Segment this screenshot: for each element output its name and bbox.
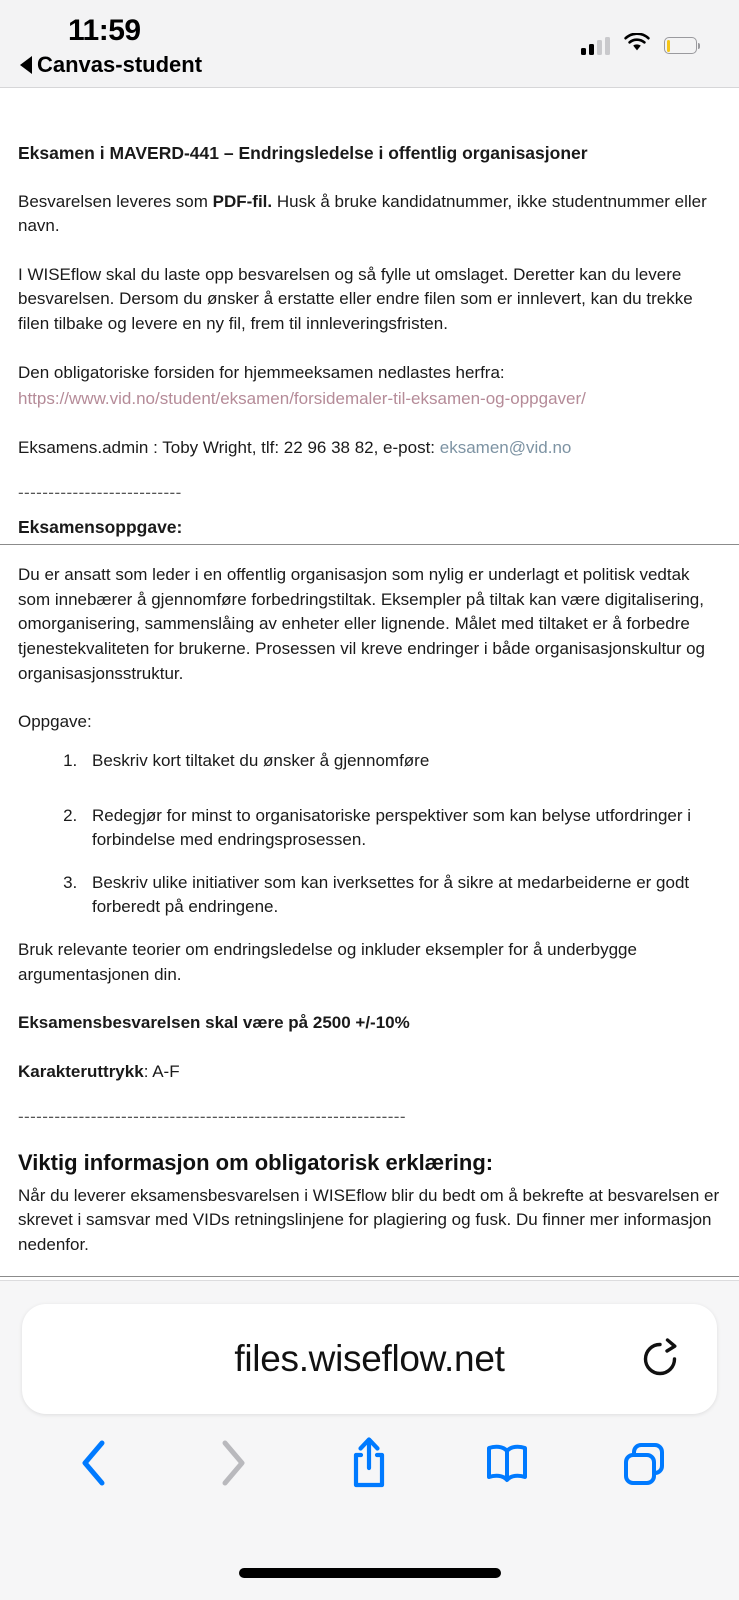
- status-bar-clock: 11:59: [68, 14, 141, 47]
- back-button[interactable]: [57, 1431, 133, 1495]
- pdf-emphasis: PDF-fil.: [212, 191, 273, 211]
- paragraph-case-description: Du er ansatt som leder i en offentlig organisasjon som nylig er underlagt et politisk vedtak som innebærer å gjennomføre forbedringstiltak. Eksempler på tiltak kan være digitalisering, omorganisering, sammenslåing av enheter eller lignende. Målet med tiltaket er å forbedre tjenestekvaliteten for brukerne. Prosessen vil kreve endringer i både organisasjonskultur og organisasjonsstruktur.: [18, 565, 705, 683]
- browser-chrome: [0, 1280, 739, 1600]
- page-title: Eksamen i MAVERD-441 – Endringsledelse i offentlig organisasjoner: [18, 143, 588, 163]
- paragraph-wiseflow-upload: I WISEflow skal du laste opp besvarelsen og så fylle ut omslaget. Deretter kan du levere besvarelsen. Dersom du ønsker å erstatte eller endre filen som er innlevert, kan du trekke filen tilbake og levere en ny fil, frem til innleveringsfristen.: [18, 264, 693, 334]
- home-indicator: [239, 1568, 501, 1578]
- list-item: 1. Beskriv kort tiltaket du ønsker å gjennomføre: [82, 749, 721, 804]
- back-to-app-link[interactable]: [20, 52, 202, 78]
- back-triangle-icon: [20, 56, 32, 74]
- submission-text-b: Husk å bruke kandidatnummer, ikke studentnummer eller navn.: [18, 191, 707, 236]
- address-bar[interactable]: [22, 1304, 717, 1414]
- paragraph-cover-page: Den obligatoriske forsiden for hjemmeeksamen nedlastes herfra:: [18, 362, 505, 382]
- share-icon: [345, 1433, 393, 1493]
- chevron-left-icon: [73, 1435, 117, 1491]
- cover-template-link[interactable]: https://www.vid.no/student/eksamen/forsidemaler-til-eksamen-og-oppgaver/: [18, 389, 586, 409]
- tabs-button[interactable]: [606, 1431, 682, 1495]
- status-bar: [0, 0, 739, 88]
- list-item: 3. Beskriv ulike initiativer som kan iverksettes for å sikre at medarbeiderne er godt forberedt på endringene.: [82, 871, 721, 920]
- paragraph-exam-admin: [18, 412, 721, 461]
- status-bar-indicators: [581, 33, 697, 58]
- document-content: [0, 89, 739, 1280]
- cover-page-link-row: [18, 385, 721, 412]
- rule-spacer: [18, 1258, 721, 1276]
- chevron-right-icon: [210, 1435, 254, 1491]
- exam-admin-email-link[interactable]: eksamen@vid.no: [439, 437, 572, 457]
- wifi-icon: [623, 33, 651, 58]
- wordcount-bold-text: Eksamensbesvarelsen skal være på 2500 +/-10%: [18, 1013, 410, 1033]
- paragraph-declaration-info: Når du leverer eksamensbesvarelsen i WISEflow blir du bedt om å bekrefte at besvarelsen er skrevet i samsvar med VIDs retningslinjene for plagiering og fusk. Du finner mer informasjon nedenfor.: [18, 1185, 720, 1254]
- task-list: [18, 735, 721, 920]
- exam-admin-text: Eksamens.admin : Toby Wright, tlf: 22 96 38 82, e-post:: [18, 437, 440, 457]
- battery-icon: [664, 37, 697, 54]
- heading-viktig-informasjon: Viktig informasjon om obligatorisk erklæring:: [18, 1150, 494, 1176]
- paragraph-theory-instruction: Bruk relevante teorier om endringsledelse og inkluder eksempler for å underbygge argumentasjonen din.: [18, 940, 637, 984]
- divider-dashes-long: ----------------------------------------------------------------: [18, 1106, 406, 1126]
- grading-label: Karakteruttrykk: [18, 1061, 144, 1081]
- bookmarks-button[interactable]: [469, 1431, 545, 1495]
- grading-scale: [18, 1036, 721, 1085]
- grading-value: : A-F: [143, 1061, 180, 1081]
- tasks-label: Oppgave:: [18, 712, 92, 732]
- heading-eksamensoppgave: Eksamensoppgave:: [18, 517, 183, 538]
- submission-text-a: Besvarelsen leveres som: [18, 191, 213, 211]
- cellular-signal-icon: [581, 37, 610, 55]
- wordcount-requirement: [18, 987, 721, 1036]
- paragraph-submission-format: [18, 166, 721, 239]
- tabs-icon: [618, 1437, 670, 1489]
- list-item: 2. Redegjør for minst to organisatoriske perspektiver som kan belyse utfordringer i forbindelse med endringsprosessen.: [82, 804, 721, 871]
- book-icon: [481, 1437, 533, 1489]
- address-bar-url: files.wiseflow.net: [234, 1338, 505, 1379]
- divider-dashes-short: ---------------------------: [18, 482, 182, 502]
- back-to-app-label: Canvas-student: [37, 52, 203, 77]
- share-button[interactable]: [331, 1431, 407, 1495]
- forward-button[interactable]: [194, 1431, 270, 1495]
- reload-icon: [637, 1336, 683, 1382]
- browser-toolbar: [0, 1431, 739, 1495]
- reload-button[interactable]: [637, 1336, 683, 1382]
